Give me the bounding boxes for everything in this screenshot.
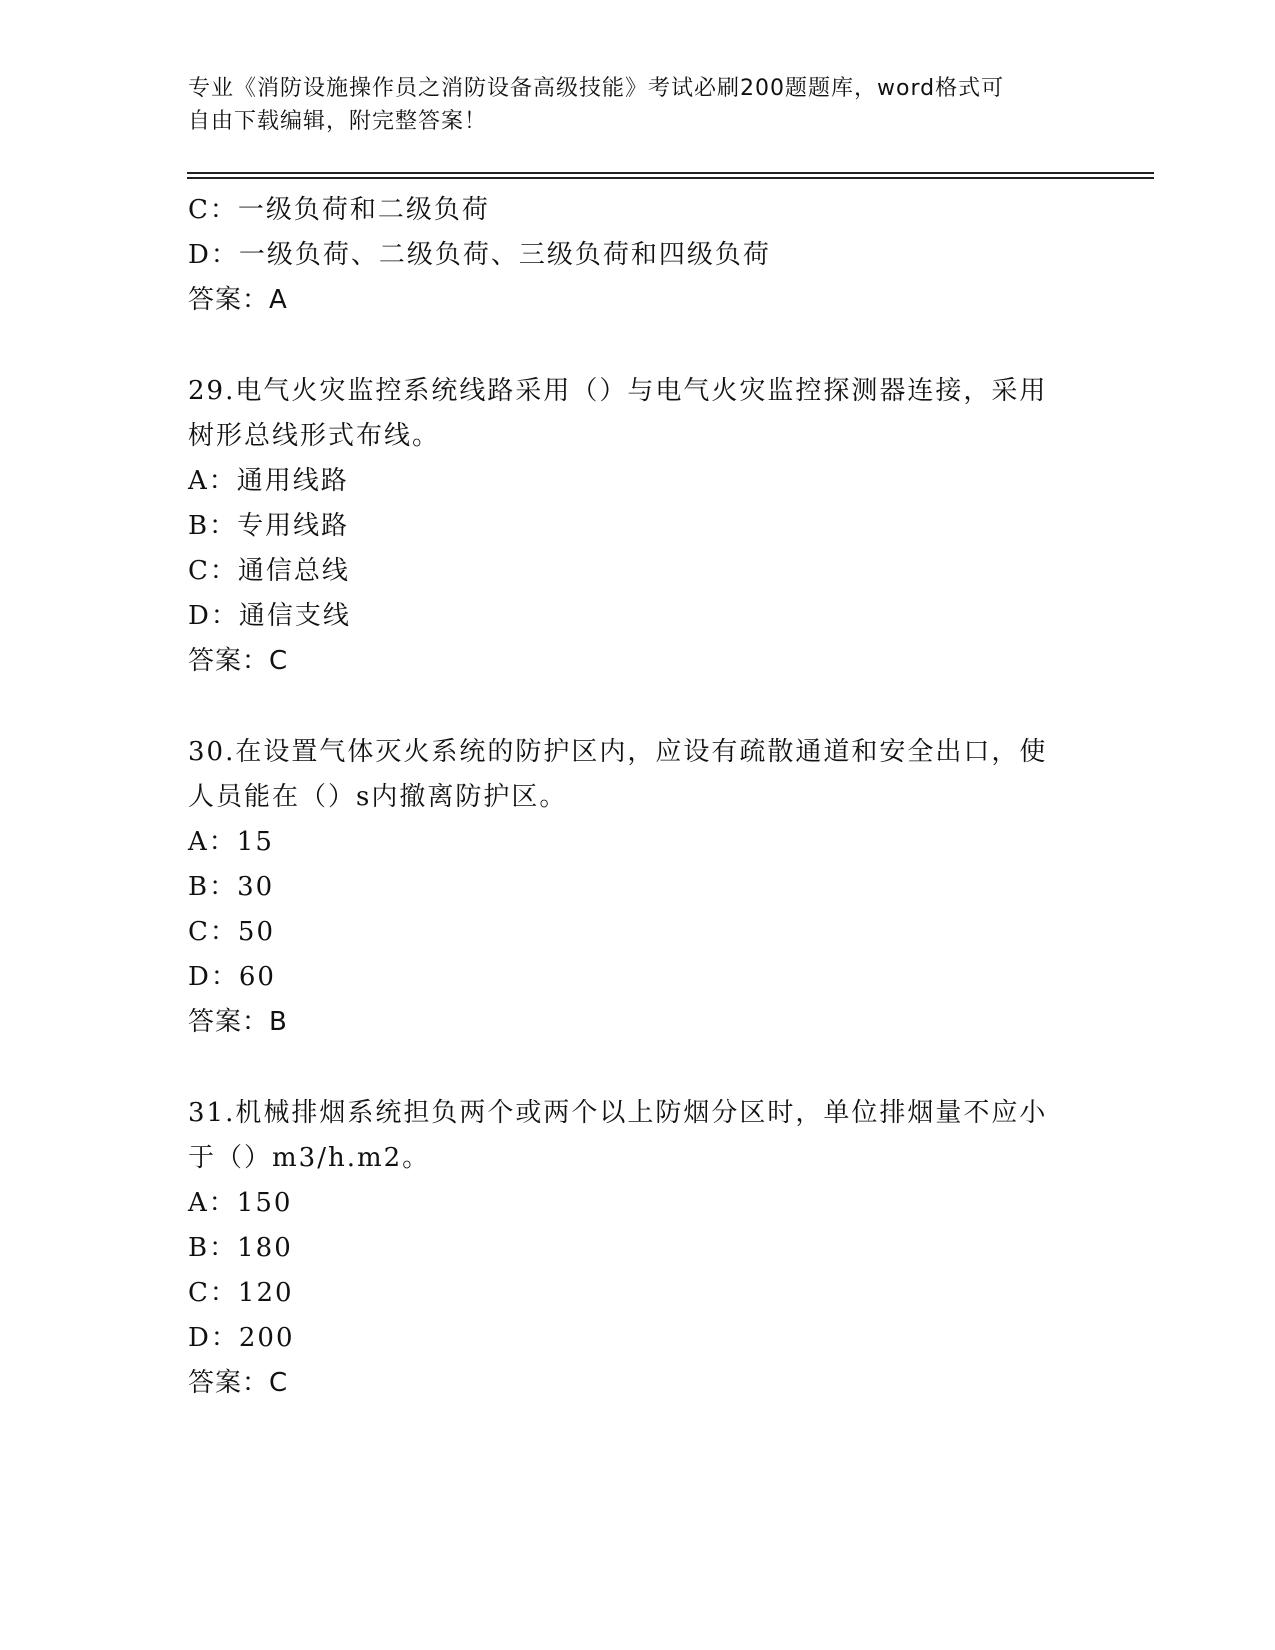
option-key: D：	[188, 1323, 239, 1353]
option-text: 专用线路	[237, 511, 350, 541]
option-key: D：	[188, 240, 239, 270]
question-29	[188, 369, 1088, 684]
question-31	[188, 1091, 1088, 1406]
option-text: 通信总线	[237, 556, 350, 586]
question-stem-line-1: 31.机械排烟系统担负两个或两个以上防烟分区时，单位排烟量不应小	[188, 1098, 1048, 1128]
option-b	[188, 504, 1088, 549]
option-d	[188, 955, 1088, 1000]
option-text: 150	[236, 1188, 293, 1218]
question-stem-line-1: 29.电气火灾监控系统线路采用（）与电气火灾监控探测器连接，采用	[188, 376, 1048, 406]
question-stem-line-2: 于（）m3/h.m2。	[188, 1143, 431, 1173]
question-stem-line-2: 树形总线形式布线。	[188, 421, 441, 451]
option-c	[188, 1271, 1088, 1316]
header-divider-bottom	[187, 177, 1154, 179]
answer-line: 答案：C	[188, 1368, 289, 1398]
option-key: C：	[188, 1278, 238, 1308]
option-key: B：	[188, 1233, 238, 1263]
option-text: 一级负荷和二级负荷	[237, 195, 490, 225]
option-key: C：	[188, 195, 238, 225]
option-d	[188, 233, 1088, 278]
option-key: D：	[188, 601, 239, 631]
option-text: 通用线路	[236, 466, 349, 496]
option-text: 180	[237, 1233, 293, 1263]
option-key: C：	[188, 556, 238, 586]
option-a	[188, 459, 1088, 504]
question-stem-line-1: 30.在设置气体灭火系统的防护区内，应设有疏散通道和安全出口，使	[188, 737, 1048, 767]
option-text: 15	[236, 827, 274, 857]
option-b	[188, 865, 1088, 910]
option-d	[188, 1316, 1088, 1361]
option-key: C：	[188, 917, 238, 947]
option-text: 50	[237, 917, 275, 947]
spacer	[188, 1045, 1088, 1091]
option-a	[188, 820, 1088, 865]
option-key: B：	[188, 872, 238, 902]
header-title-line-1: 专业《消防设施操作员之消防设备高级技能》考试必刷200题题库，word格式可	[188, 76, 1005, 101]
option-text: 一级负荷、二级负荷、三级负荷和四级负荷	[238, 240, 771, 270]
option-key: A：	[188, 466, 237, 496]
question-stem-line-2: 人员能在（）s内撤离防护区。	[188, 782, 568, 812]
spacer	[188, 323, 1088, 369]
option-text: 60	[238, 962, 276, 992]
document-header	[188, 72, 1088, 138]
answer-line: 答案：A	[188, 285, 288, 315]
document-body	[188, 188, 1088, 1406]
option-text: 30	[237, 872, 275, 902]
header-divider-top	[187, 172, 1154, 174]
option-c	[188, 188, 1088, 233]
option-d	[188, 594, 1088, 639]
header-title-line-2: 自由下载编辑，附完整答案！	[188, 109, 488, 134]
answer-line: 答案：C	[188, 646, 289, 676]
option-c	[188, 910, 1088, 955]
option-text: 200	[238, 1323, 295, 1353]
option-text: 120	[237, 1278, 294, 1308]
previous-question-tail	[188, 188, 1088, 323]
option-c	[188, 549, 1088, 594]
option-text: 通信支线	[238, 601, 351, 631]
question-30	[188, 730, 1088, 1045]
option-key: B：	[188, 511, 238, 541]
answer-line: 答案：B	[188, 1007, 288, 1037]
option-b	[188, 1226, 1088, 1271]
option-key: D：	[188, 962, 239, 992]
option-key: A：	[188, 827, 237, 857]
option-key: A：	[188, 1188, 237, 1218]
option-a	[188, 1181, 1088, 1226]
spacer	[188, 684, 1088, 730]
